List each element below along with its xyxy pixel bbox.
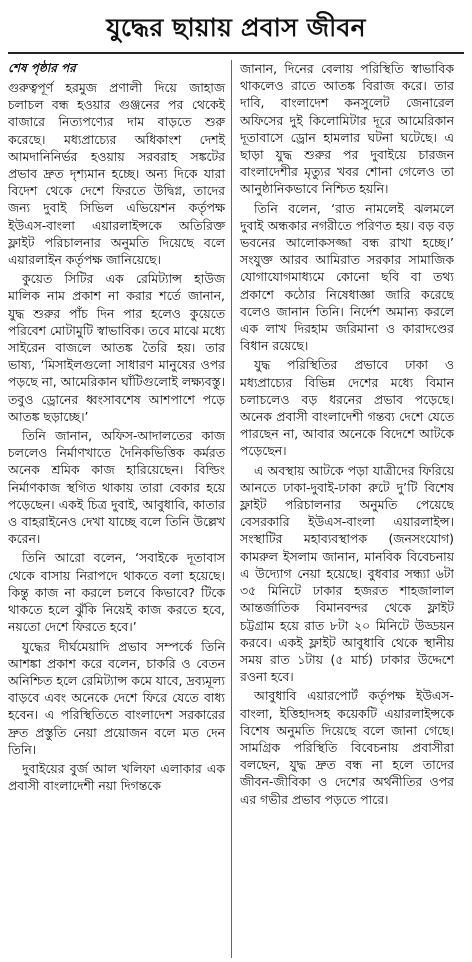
- right-column: [231, 60, 454, 958]
- paragraph: গুরুত্বপূর্ণ হরমুজ প্রণালী দিয়ে জাহাজ চলাচল বন্ধ হওয়ার গুঞ্জনের পর থেকেই বাজারে নিত্যপণ্যের দাম বাড়তে শুরু করেছে। মধ্যপ্রাচ্যের অধিকাংশ দেশই আমদানিনির্ভর হওয়ায় সরবরাহ সঙ্কটের প্রভাব দ্রুত দৃশ্যমান হচ্ছে। অন্য দিকে যারা বিদেশ থেকে দেশে ফিরতে উদ্বিগ্ন, তাদের জন্য দুবাই সিভিল এভিয়েশন কর্তৃপক্ষ ইউএস-বাংলা এয়ারলাইন্সকে অতিরিক্ত ফ্লাইট পরিচালনার অনুমতি দিয়েছে বলে এয়ারলাইন কর্তৃপক্ষ জানিয়েছে।: [8, 80, 225, 268]
- left-column: [8, 60, 231, 958]
- paragraph: তিনি জানান, অফিস-আদালতের কাজ চললেও নির্মাণখাতে দৈনিকভিত্তিক কর্মরত অনেক শ্রমিক কাজ হারিয়েছেন। বিল্ডিং নির্মাণকাজ স্থগিত থাকায় তারা বেকার হয়ে পড়েছেন। একই চিত্র দুবাই, আবুধাবি, কাতার ও বাহরাইনেও দেখা যাচ্ছে বলে তিনি উল্লেখ করেন।: [8, 428, 225, 547]
- article-headline: যুদ্ধের ছায়ায় প্রবাস জীবন: [8, 6, 464, 54]
- paragraph: তিনি বলেন, ‘রাত নামলেই ঝলমলে দুবাই অন্ধকার নগরীতে পরিণত হয়। বড় বড় ভবনের আলোকসজ্জা বন্ধ রাখা হচ্ছে।’ সংযুক্ত আরব আমিরাত সরকার সামাজিক যোগাযোগমাধ্যমে কোনো ছবি বা তথ্য প্রকাশে কঠোর নিষেধাজ্ঞা জারি করেছে বলেও জানান তিনি। নির্দেশ অমান্য করলে এক লাখ দিরহাম জরিমানা ও কারাদণ্ডের বিধান রয়েছে।: [240, 200, 454, 354]
- paragraph: তিনি আরো বলেন, ‘সবাইকে দূতাবাস থেকে বাসায় নিরাপদে থাকতে বলা হয়েছে। কিন্তু কাজ না করলে চলবে কিভাবে? টিকে থাকতে হলে ঝুঁকি নিয়েই কাজ করতে হবে, নয়তো দেশে ফিরতে হবে।’: [8, 550, 225, 635]
- paragraph: কুয়েত সিটির এক রেমিট্যান্স হাউজ মালিক নাম প্রকাশ না করার শর্তে জানান, যুদ্ধ শুরুর পাঁচ দিন পার হলেও কুয়েতে পরিবেশ মোটামুটি স্বাভাবিক। তবে মাঝে মধ্যে সাইরেন বাজলে আতঙ্ক তৈরি হয়। তার ভাষ্য, ‘মিসাইলগুলো সাধারণ মানুষের ওপর পড়ছে না, আমেরিকান ঘাঁটিগুলোই লক্ষ্যবস্তু। তবুও ড্রোনের ধ্বংসাবশেষ আশপাশে পড়ে আতঙ্ক ছড়াচ্ছে।’: [8, 271, 225, 424]
- continuation-kicker: শেষ পৃষ্ঠার পর: [8, 61, 76, 75]
- paragraph: যুদ্ধ পরিস্থিতির প্রভাবে ঢাকা ও মধ্যপ্রাচ্যের বিভিন্ন দেশের মধ্যে বিমান চলাচলেও বড় ধরনের প্রভাব পড়েছে। অনেক প্রবাসী বাংলাদেশী গন্তব্য দেশে যেতে পারছেন না, আবার অনেকে বিদেশে আটকে পড়েছেন।: [240, 357, 454, 459]
- paragraph: যুদ্ধের দীর্ঘমেয়াদি প্রভাব সম্পর্কে তিনি আশঙ্কা প্রকাশ করে বলেন, চাকরি ও বেতন অনিশ্চিত হলে রেমিট্যান্স কমে যাবে, দ্রব্যমূল্য বাড়বে এবং অনেকে দেশে ফিরে যেতে বাধ্য হবেন। এ পরিস্থিতিতে বাংলাদেশ সরকারের দ্রুত প্রস্তুতি নেয়া প্রয়োজন বলে মত দেন তিনি।: [8, 638, 225, 757]
- article-columns: [8, 60, 464, 958]
- paragraph: জানান, দিনের বেলায় পরিস্থিতি স্বাভাবিক থাকলেও রাতে আতঙ্ক বিরাজ করে। তার দাবি, বাংলাদেশ কনসুলেট জেনারেল অফিসের দুই কিলোমিটার দূরে আমেরিকান দূতাবাসে ড্রোন হামলার ঘটনা ঘটেছে। এ ছাড়া যুদ্ধ শুরুর পর দুবাইয়ে চারজন বাংলাদেশীর মৃত্যুর খবর শোনা গেলেও তা আনুষ্ঠানিকভাবে নিশ্চিত হয়নি।: [240, 61, 454, 197]
- paragraph: এ অবস্থায় আটকে পড়া যাত্রীদের ফিরিয়ে আনতে ঢাকা-দুবাই-ঢাকা রুটে দু’টি বিশেষ ফ্লাইট পরিচালনার অনুমতি পেয়েছে বেসরকারি ইউএস-বাংলা এয়ারলাইন্স। সংস্থাটির মহাব্যবস্থাপক (জনসংযোগ) কামরুল ইসলাম জানান, মানবিক বিবেচনায় এ উদ্যোগ নেয়া হয়েছে। বুধবার সন্ধ্যা ৬টা ৩৫ মিনিটে ঢাকার হজরত শাহজালাল আন্তর্জাতিক বিমানবন্দর থেকে ফ্লাইট চট্টগ্রাম হয়ে রাত ৮টা ২০ মিনিটে উড্ডয়ন করবে। একই ফ্লাইট আবুধাবি থেকে স্থানীয় সময় রাত ১টায় (৫ মার্চ) ঢাকার উদ্দেশে রওনা হবে।: [240, 462, 454, 685]
- paragraph: আবুধাবি এয়ারপোর্ট কর্তৃপক্ষ ইউএস-বাংলা, ইত্তিহাদসহ কয়েকটি এয়ারলাইন্সকে বিশেষ অনুমতি দিয়েছে বলে জানা গেছে। সামগ্রিক পরিস্থিতি বিবেচনায় প্রবাসীরা বলছেন, যুদ্ধ দ্রুত বন্ধ না হলে তাদের জীবন-জীবিকা ও দেশের অর্থনীতির ওপর এর গভীর প্রভাব পড়তে পারে।: [240, 688, 454, 807]
- paragraph: দুবাইয়ের বুর্জ আল খলিফা এলাকার এক প্রবাসী বাংলাদেশী নয়া দিগন্তকে: [8, 760, 225, 794]
